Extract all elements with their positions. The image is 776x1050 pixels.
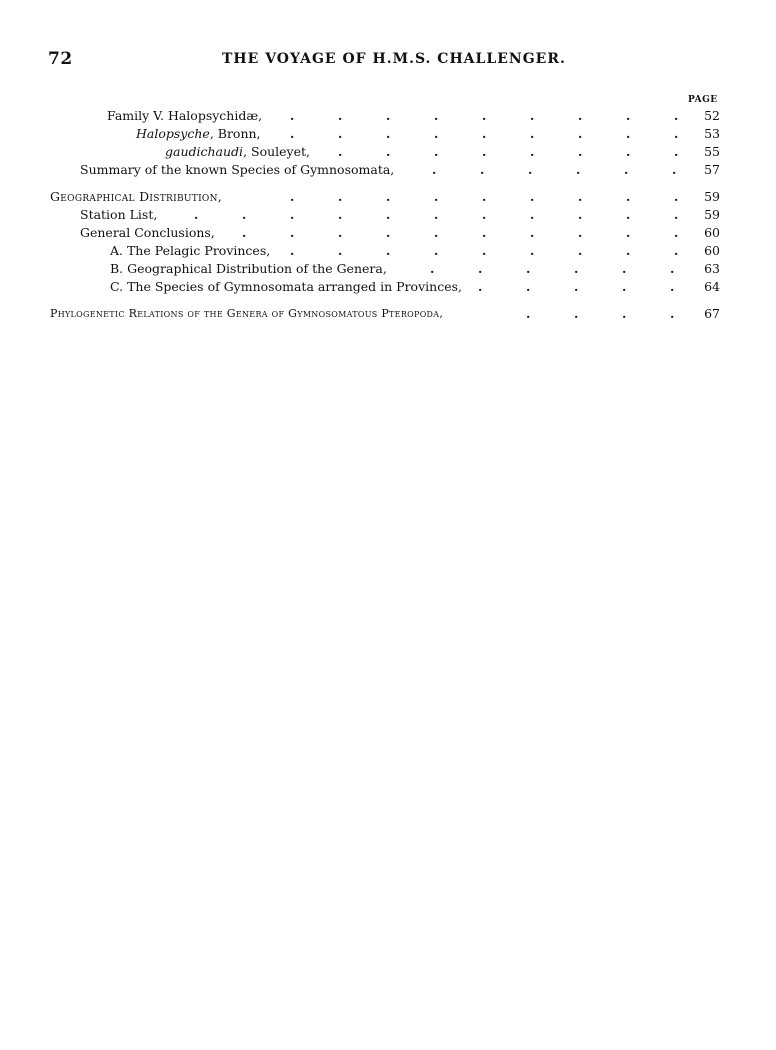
leader-dot: . <box>290 108 295 123</box>
page-number: 72 <box>48 49 73 69</box>
leader-dot: . <box>290 207 295 222</box>
leader-dot: . <box>530 243 535 258</box>
leader-dot: . <box>672 162 677 177</box>
entry-title: Station List, <box>80 207 158 222</box>
leader-dot: . <box>674 225 679 240</box>
entry-page: 60 <box>704 243 720 258</box>
toc-entry[interactable] <box>0 161 776 179</box>
leader-dot: . <box>338 243 343 258</box>
leader-dot: . <box>674 189 679 204</box>
entry-title: Halopsyche, Bronn, <box>136 126 261 141</box>
leader-dot: . <box>626 225 631 240</box>
toc-entry[interactable] <box>0 260 776 278</box>
leader-dot: . <box>526 261 531 276</box>
leader-dot: . <box>674 108 679 123</box>
entry-page: 63 <box>704 261 720 276</box>
leader-dot: . <box>578 144 583 159</box>
leader-dot: . <box>626 144 631 159</box>
leader-dot: . <box>242 225 247 240</box>
leader-dot: . <box>482 225 487 240</box>
leader-dot: . <box>622 306 627 321</box>
leader-dot: . <box>670 261 675 276</box>
entry-page: 64 <box>704 279 720 294</box>
leader-dot: . <box>574 306 579 321</box>
entry-title: A. The Pelagic Provinces, <box>110 243 271 258</box>
leader-dot: . <box>386 108 391 123</box>
leader-dot: . <box>576 162 581 177</box>
leader-dot: . <box>432 162 437 177</box>
leader-dot: . <box>478 279 483 294</box>
leader-dot: . <box>578 189 583 204</box>
leader-dot: . <box>578 126 583 141</box>
leader-dot: . <box>242 207 247 222</box>
toc-entry[interactable] <box>0 278 776 296</box>
entry-page: 53 <box>704 126 720 141</box>
leader-dot: . <box>430 261 435 276</box>
entry-title: C. The Species of Gymnosomata arranged in Provinces, <box>110 279 462 294</box>
leader-dot: . <box>338 189 343 204</box>
leader-dot: . <box>480 162 485 177</box>
leader-dot: . <box>578 243 583 258</box>
leader-dot: . <box>482 243 487 258</box>
toc-entry[interactable] <box>0 125 776 143</box>
leader-dot: . <box>578 207 583 222</box>
leader-dot: . <box>624 162 629 177</box>
leader-dot: . <box>530 108 535 123</box>
entry-title: Summary of the known Species of Gymnosomata, <box>80 162 395 177</box>
leader-dot: . <box>290 225 295 240</box>
entry-page: 52 <box>704 108 720 123</box>
leader-dot: . <box>670 306 675 321</box>
leader-dot: . <box>386 243 391 258</box>
leader-dot: . <box>530 225 535 240</box>
leader-dot: . <box>434 189 439 204</box>
leader-dot: . <box>674 207 679 222</box>
leader-dot: . <box>578 225 583 240</box>
leader-dot: . <box>626 108 631 123</box>
leader-dot: . <box>338 144 343 159</box>
toc-entry[interactable] <box>0 143 776 161</box>
leader-dot: . <box>338 126 343 141</box>
leader-dot: . <box>528 162 533 177</box>
entry-page: 55 <box>704 144 720 159</box>
leader-dot: . <box>386 207 391 222</box>
leader-dot: . <box>482 207 487 222</box>
entry-page: 60 <box>704 225 720 240</box>
leader-dot: . <box>386 144 391 159</box>
leader-dot: . <box>434 126 439 141</box>
leader-dot: . <box>530 189 535 204</box>
entry-title: B. Geographical Distribution of the Genera, <box>110 261 387 276</box>
leader-dot: . <box>434 207 439 222</box>
leader-dot: . <box>482 126 487 141</box>
leader-dot: . <box>482 108 487 123</box>
leader-dot: . <box>434 243 439 258</box>
leader-dot: . <box>526 279 531 294</box>
leader-dot: . <box>482 189 487 204</box>
leader-dot: . <box>478 261 483 276</box>
leader-dot: . <box>574 261 579 276</box>
leader-dot: . <box>338 108 343 123</box>
leader-dot: . <box>622 261 627 276</box>
entry-title: Family V. Halopsychidæ, <box>107 108 263 123</box>
leader-dot: . <box>386 126 391 141</box>
leader-dot: . <box>626 189 631 204</box>
entry-page: 67 <box>704 306 720 321</box>
leader-dot: . <box>194 207 199 222</box>
leader-dot: . <box>386 225 391 240</box>
leader-dot: . <box>530 126 535 141</box>
leader-dot: . <box>674 144 679 159</box>
leader-dot: . <box>626 207 631 222</box>
leader-dot: . <box>386 189 391 204</box>
entry-title: General Conclusions, <box>80 225 215 240</box>
leader-dot: . <box>578 108 583 123</box>
leader-dot: . <box>290 243 295 258</box>
toc-entry[interactable] <box>0 188 776 206</box>
leader-dot: . <box>526 306 531 321</box>
entry-title: gaudichaudi, Souleyet, <box>165 144 310 159</box>
entry-page: 59 <box>704 189 720 204</box>
leader-dot: . <box>670 279 675 294</box>
toc-entry[interactable] <box>0 242 776 260</box>
leader-dot: . <box>530 207 535 222</box>
leader-dot: . <box>290 189 295 204</box>
leader-dot: . <box>626 126 631 141</box>
toc-entry[interactable] <box>0 107 776 125</box>
leader-dot: . <box>482 144 487 159</box>
leader-dot: . <box>530 144 535 159</box>
leader-dot: . <box>674 243 679 258</box>
entry-title: Geographical Distribution, <box>50 189 223 204</box>
leader-dot: . <box>338 225 343 240</box>
leader-dot: . <box>434 108 439 123</box>
entry-page: 59 <box>704 207 720 222</box>
leader-dot: . <box>434 144 439 159</box>
leader-dot: . <box>574 279 579 294</box>
leader-dot: . <box>626 243 631 258</box>
toc-entry[interactable] <box>0 206 776 224</box>
leader-dot: . <box>338 207 343 222</box>
entry-title: Phylogenetic Relations of the Genera of Gymnosomatous Pteropoda, <box>50 305 443 323</box>
running-head: THE VOYAGE OF H.M.S. CHALLENGER. <box>222 51 566 67</box>
leader-dot: . <box>674 126 679 141</box>
toc-entry[interactable] <box>0 224 776 242</box>
toc-entry[interactable] <box>0 305 776 323</box>
entry-page: 57 <box>704 162 720 177</box>
leader-dot: . <box>434 225 439 240</box>
leader-dot: . <box>622 279 627 294</box>
page-column-label: PAGE <box>688 95 718 105</box>
leader-dot: . <box>290 126 295 141</box>
